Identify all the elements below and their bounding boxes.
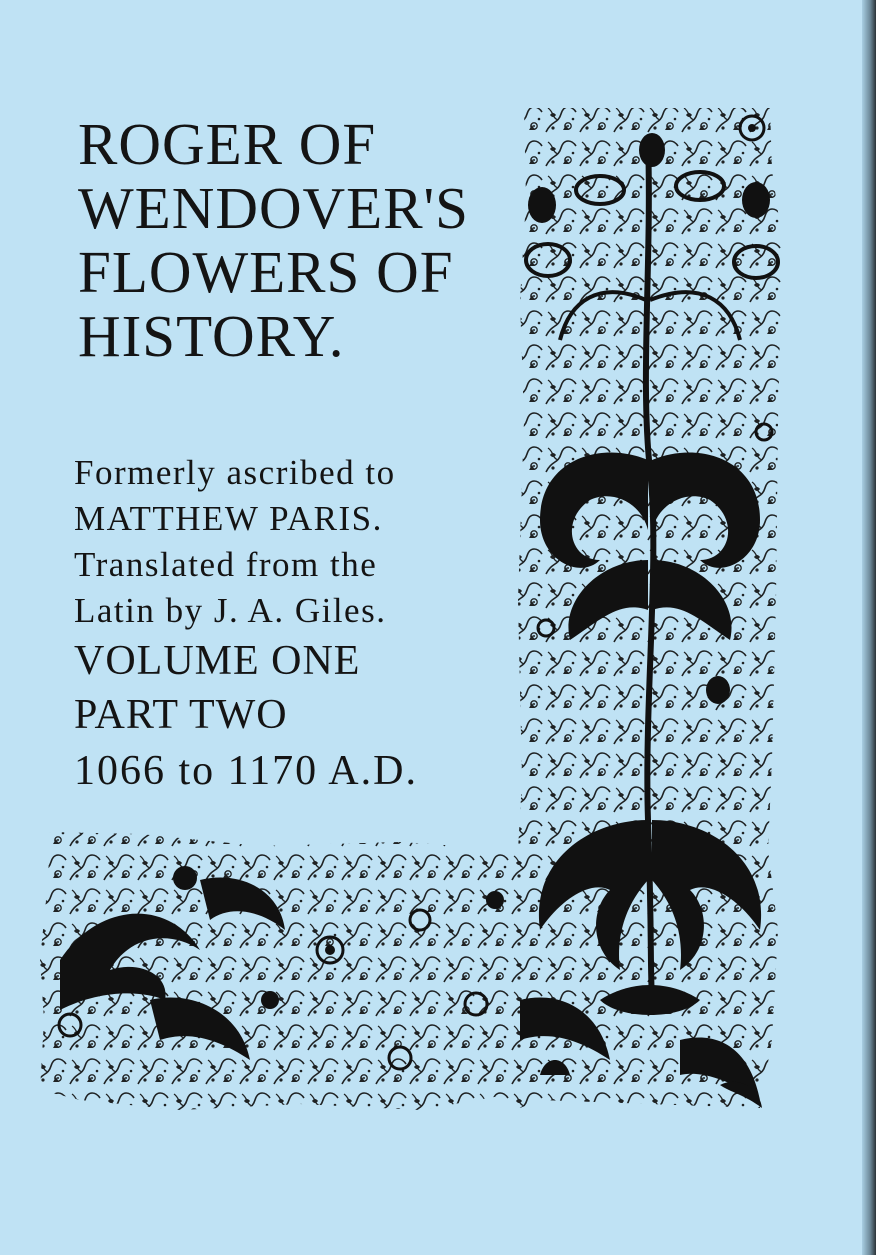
part-label: PART TWO <box>74 692 288 738</box>
subtitle-line-1: Formerly ascribed to <box>74 453 396 492</box>
title-line-4: HISTORY. <box>78 303 345 369</box>
title-line-2: WENDOVER'S <box>78 175 469 241</box>
subtitle-line-4: Latin by J. A. Giles. <box>74 591 387 630</box>
subtitle-line-2: MATTHEW PARIS. <box>74 499 383 538</box>
title-line-3: FLOWERS OF <box>78 239 454 305</box>
volume-label: VOLUME ONE <box>74 638 361 684</box>
subtitle-line-3: Translated from the <box>74 545 378 584</box>
title-line-1: ROGER OF <box>78 111 377 177</box>
ornament-texture <box>40 108 782 1110</box>
date-range: 1066 to 1170 A.D. <box>74 748 418 794</box>
